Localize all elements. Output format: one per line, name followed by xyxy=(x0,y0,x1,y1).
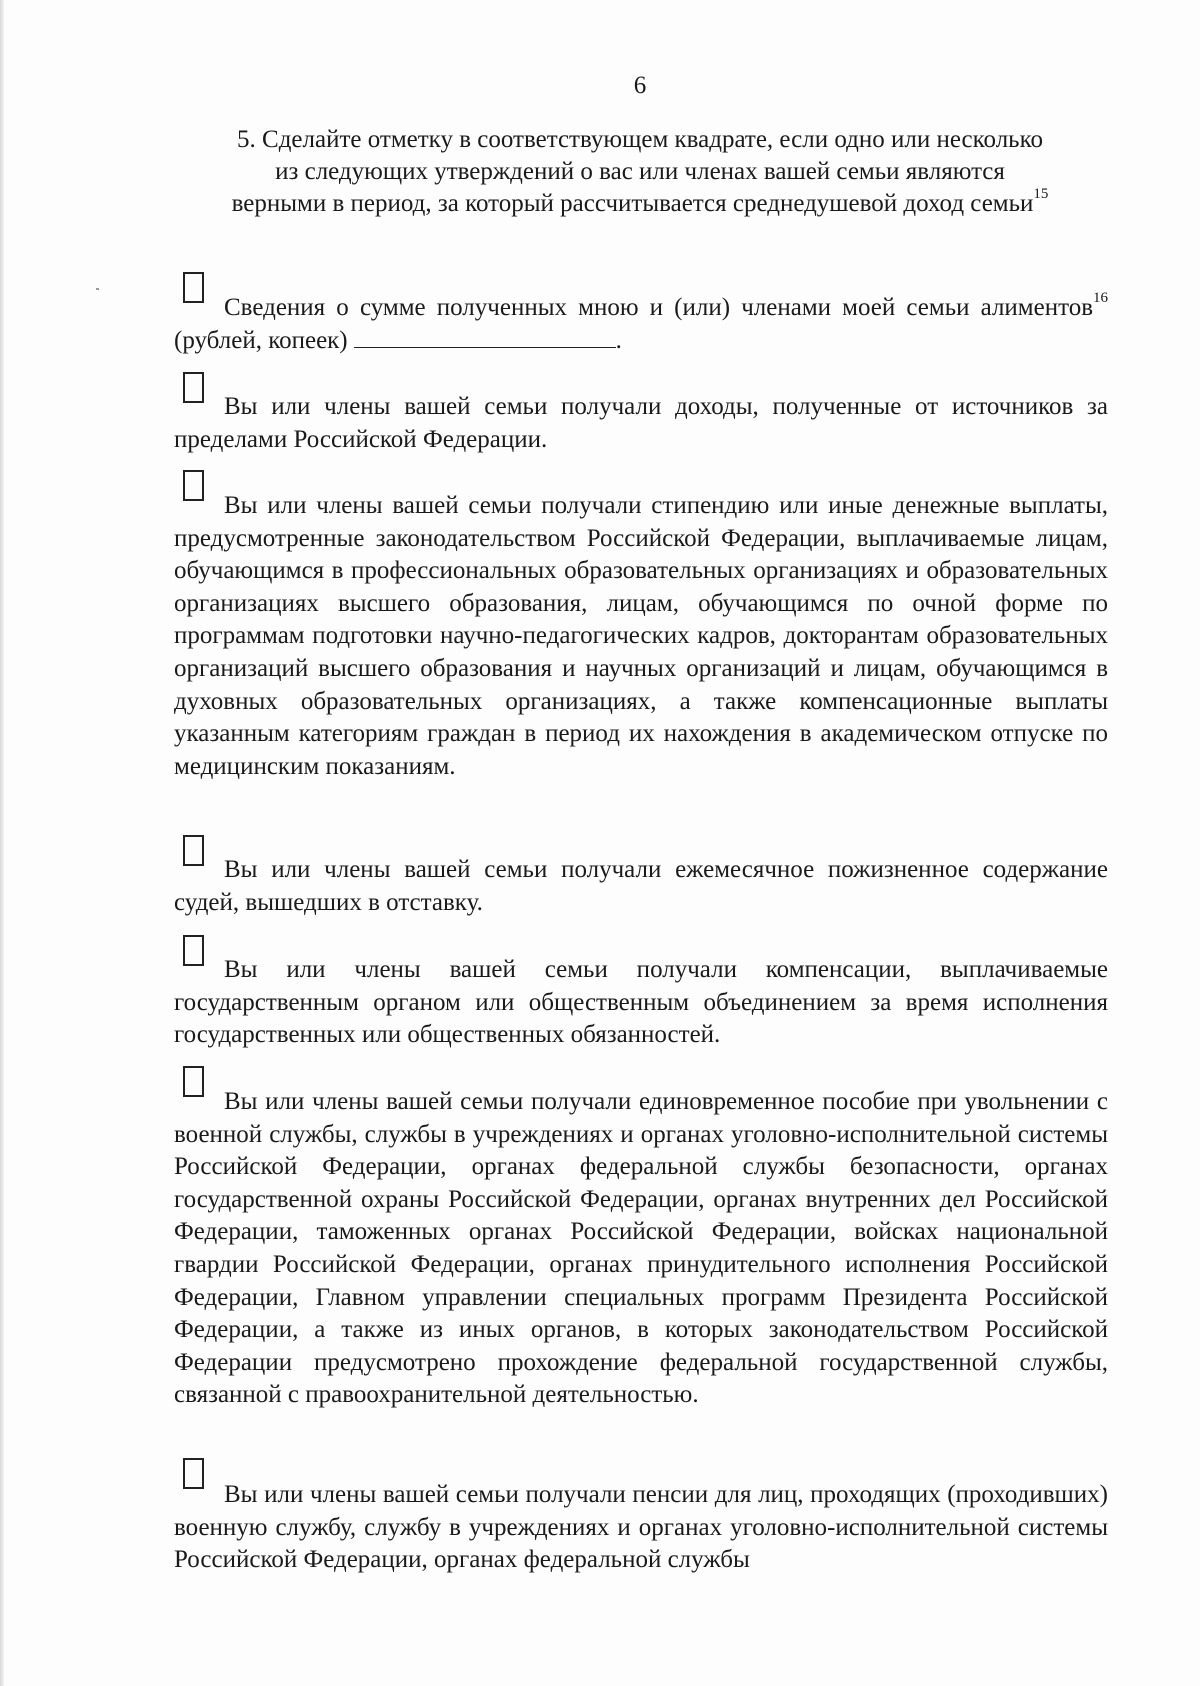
compensation-text: Вы или члены вашей семьи получали компенсации, выплачиваемые государственным органом или общественным объединением за время исполнения государственных или общественных обязанностей. xyxy=(174,956,1108,1049)
alimony-text-b: (рублей, копеек) xyxy=(174,326,348,354)
option-alimony-text xyxy=(174,289,1108,357)
scan-speck xyxy=(96,288,99,290)
foreign-income-text: Вы или члены вашей семьи получали доходы, полученные от источников за пределами Российской Федерации. xyxy=(174,393,1108,453)
option-scholarship xyxy=(174,490,1108,783)
heading-line-2: из следующих утверждений о вас или членах вашей семьи являются xyxy=(275,158,1005,185)
footnote-ref-15: 15 xyxy=(1033,185,1049,202)
alimony-amount-field[interactable] xyxy=(354,325,616,348)
section-heading xyxy=(160,124,1120,220)
scholarship-text: Вы или члены вашей семьи получали стипендию или иные денежные выплаты, предусмотренные законодательством Российской Федерации, выплачиваемые лицам, обучающимся в профессиональных образовательных организациях и образовательных организациях высшего образования, лицам, обучающимся по очной форме по программам подготовки научно-педагогических кадров, докторантам образовательных организаций высшего образования и научных организаций и лицам, обучающимся в духовных образовательных организациях, а также компенсационные выплаты указанным категориям граждан в период их нахождения в академическом отпуске по медицинским показаниям. xyxy=(174,492,1108,780)
option-dismissal-allowance xyxy=(174,1086,1108,1412)
option-foreign-income xyxy=(174,391,1108,456)
judge-allowance-text: Вы или члены вашей семьи получали ежемесячное пожизненное содержание судей, вышедших в отставку. xyxy=(174,856,1108,916)
heading-line-1: 5. Сделайте отметку в соответствующем квадрате, если одно или несколько xyxy=(237,126,1043,153)
option-alimony xyxy=(174,289,1108,357)
service-pension-text: Вы или члены вашей семьи получали пенсии для лиц, проходящих (проходивших) военную службу, службу в учреждениях и органах уголовно-исполнительной системы Российской Федерации, органах федеральной службы xyxy=(174,1481,1108,1574)
heading-line-3 xyxy=(160,185,1120,220)
alimony-text-c: . xyxy=(615,326,622,354)
dismissal-allowance-text: Вы или члены вашей семьи получали единовременное пособие при увольнении с военной службы, службы в учреждениях и органах уголовно-исполнительной системы Российской Федерации, органах федеральной службы безопасности, органах государственной охраны Российской Федерации, органах внутренних дел Российской Федерации, таможенных органах Российской Федерации, войсках национальной гвардии Российской Федерации, органах принудительного исполнения Российской Федерации, Главном управлении специальных программ Президента Российской Федерации, а также из иных органов, в которых законодательством Российской Федерации предусмотрено прохождение федеральной государственной службы, связанной с правоохранительной деятельностью. xyxy=(174,1088,1108,1409)
alimony-text-a: Сведения о сумме полученных мною и (или) членами моей семьи алиментов xyxy=(224,294,1093,321)
heading-line-3-text: верными в период, за который рассчитывается среднедушевой доход семьи xyxy=(231,190,1034,217)
scan-edge xyxy=(0,0,4,1686)
option-compensation xyxy=(174,954,1108,1052)
footnote-ref-16: 16 xyxy=(1093,289,1108,306)
option-judge-allowance xyxy=(174,854,1108,919)
option-service-pension xyxy=(174,1479,1108,1577)
page-number: 6 xyxy=(633,72,647,99)
